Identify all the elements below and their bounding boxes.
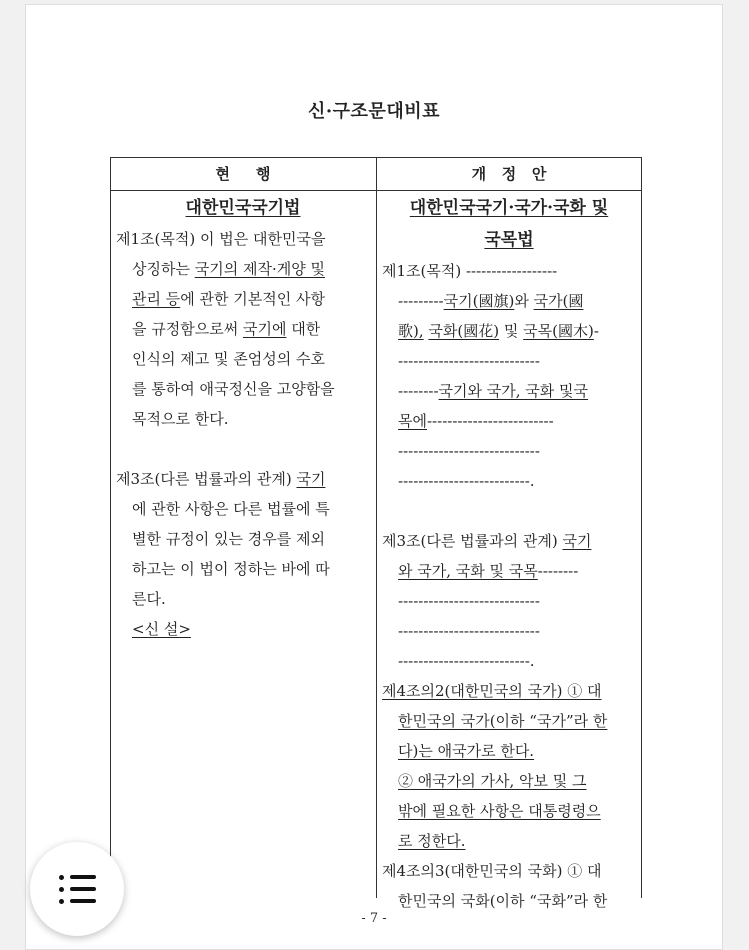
text-span: 른다.	[132, 590, 166, 608]
underlined-text: 국기(國旗)	[443, 292, 515, 310]
page-number: - 7 -	[361, 911, 387, 926]
revised-line	[382, 376, 636, 406]
current-line	[116, 254, 370, 284]
text-span: 인식의 제고 및 존엄성의 수호	[132, 350, 325, 368]
revised-law-name	[382, 192, 636, 224]
current-line	[116, 314, 370, 344]
text-span: 별한 규정이 있는 경우를 제외	[132, 530, 325, 548]
underlined-text: 국기	[296, 470, 326, 488]
text-span: --------------------------.	[398, 652, 535, 670]
underlined-text: 관리 등	[132, 290, 181, 308]
underlined-text: 국목(國木)	[523, 322, 594, 340]
menu-button[interactable]	[30, 842, 124, 936]
current-law-name-text: 대한민국국기법	[185, 198, 301, 218]
text-span: 제4조의3(대한민국의 국화) ① 대	[382, 862, 602, 880]
revised-law-name-2	[382, 224, 636, 256]
underlined-text: <신 설>	[132, 620, 191, 638]
revised-line	[382, 736, 636, 766]
current-text	[116, 224, 370, 644]
revised-line	[382, 826, 636, 856]
underlined-text: 밖에 필요한 사항은 대통령령으	[398, 802, 601, 820]
current-line	[116, 224, 370, 254]
revised-line	[382, 316, 636, 346]
current-law-name	[116, 192, 370, 224]
underlined-text: 제4조의2(대한민국의 국가) ① 대	[382, 682, 602, 700]
revised-line	[382, 646, 636, 676]
text-span: 상징하는	[132, 260, 195, 278]
revised-line	[382, 406, 636, 436]
revised-line	[382, 436, 636, 466]
text-span: 목적으로 한다.	[132, 410, 229, 428]
revised-line	[382, 796, 636, 826]
current-line	[116, 404, 370, 434]
current-line	[116, 584, 370, 614]
text-span: -	[593, 322, 599, 340]
text-span: 제3조(다른 법률과의 관계)	[116, 470, 297, 488]
revised-line	[382, 256, 636, 286]
header-current: 현 행	[215, 165, 271, 183]
revised-line	[382, 346, 636, 376]
current-line	[116, 284, 370, 314]
text-span: 를 통하여 애국정신을 고양함을	[132, 380, 335, 398]
text-span: 한민국의 국화(이하 “국화”라 한	[398, 892, 608, 910]
underlined-text: 목에	[398, 412, 427, 430]
text-span: 제1조(목적) 이 법은 대한민국을	[116, 230, 326, 248]
text-span: ----------------------------	[398, 592, 540, 610]
revised-line	[382, 766, 636, 796]
underlined-text: 국기와 국가, 국화 및국	[438, 382, 589, 400]
header-divider	[110, 190, 642, 191]
underlined-text: 와 국가, 국화 및 국목	[398, 562, 538, 580]
text-span: ----------------------------	[398, 352, 540, 370]
revised-law-name-2-text: 국목법	[484, 230, 534, 250]
paragraph-gap	[382, 496, 636, 526]
revised-line	[382, 526, 636, 556]
header-revised: 개 정 안	[471, 165, 547, 183]
text-span: --------	[398, 382, 439, 400]
underlined-text: 한민국의 국가(이하 “국가”라 한	[398, 712, 608, 730]
underlined-text: 국기에	[242, 320, 287, 338]
comparison-table	[110, 157, 642, 910]
text-span: 제1조(목적) ------------------	[382, 262, 558, 280]
text-span: 에 관한 사항은 다른 법률에 특	[132, 500, 330, 518]
revised-line	[382, 466, 636, 496]
revised-line	[382, 616, 636, 646]
revised-line	[382, 676, 636, 706]
text-span: 대한	[286, 320, 321, 338]
text-span: ----------------------------	[398, 442, 540, 460]
table-divider	[376, 158, 377, 898]
text-span: ----------------------------	[398, 622, 540, 640]
underlined-text: ② 애국가의 가사, 악보 및 그	[398, 772, 587, 790]
current-line	[116, 524, 370, 554]
revised-law-name-text: 대한민국국기·국가·국화 및	[409, 198, 609, 218]
text-span: ---------	[398, 292, 444, 310]
underlined-text: 로 정한다.	[398, 832, 466, 850]
text-span: 하고는 이 법이 정하는 바에 따	[132, 560, 330, 578]
current-line	[116, 464, 370, 494]
current-line	[116, 554, 370, 584]
revised-line	[382, 706, 636, 736]
revised-line	[382, 856, 636, 886]
document-page	[25, 4, 723, 950]
paragraph-gap	[116, 434, 370, 464]
revised-line	[382, 286, 636, 316]
table-border-left	[110, 158, 111, 898]
underlined-text: 歌),	[398, 322, 424, 340]
table-border-right	[641, 158, 642, 898]
underlined-text: 국기의 제작·게양 및	[194, 260, 325, 278]
revised-line	[382, 586, 636, 616]
current-column	[116, 192, 370, 644]
text-span: 와	[514, 292, 534, 310]
current-line	[116, 344, 370, 374]
revised-text	[382, 256, 636, 916]
current-line	[116, 374, 370, 404]
underlined-text: 다)는 애국가로 한다.	[398, 742, 535, 760]
underlined-text: 국기	[562, 532, 592, 550]
revised-line	[382, 556, 636, 586]
text-span: -------------------------	[426, 412, 554, 430]
text-span: 을 규정함으로써	[132, 320, 243, 338]
text-span: 제3조(다른 법률과의 관계)	[382, 532, 563, 550]
revised-column	[382, 192, 636, 916]
page-title: 신·구조문대비표	[308, 101, 440, 122]
current-line	[116, 494, 370, 524]
underlined-text: 국가(國	[533, 292, 584, 310]
underlined-text: 국화(國花)	[428, 322, 500, 340]
text-span: 에 관한 기본적인 사항	[180, 290, 325, 308]
current-line	[116, 614, 370, 644]
text-span: --------------------------.	[398, 472, 535, 490]
text-span: 및	[499, 322, 524, 340]
text-span: --------	[537, 562, 579, 580]
